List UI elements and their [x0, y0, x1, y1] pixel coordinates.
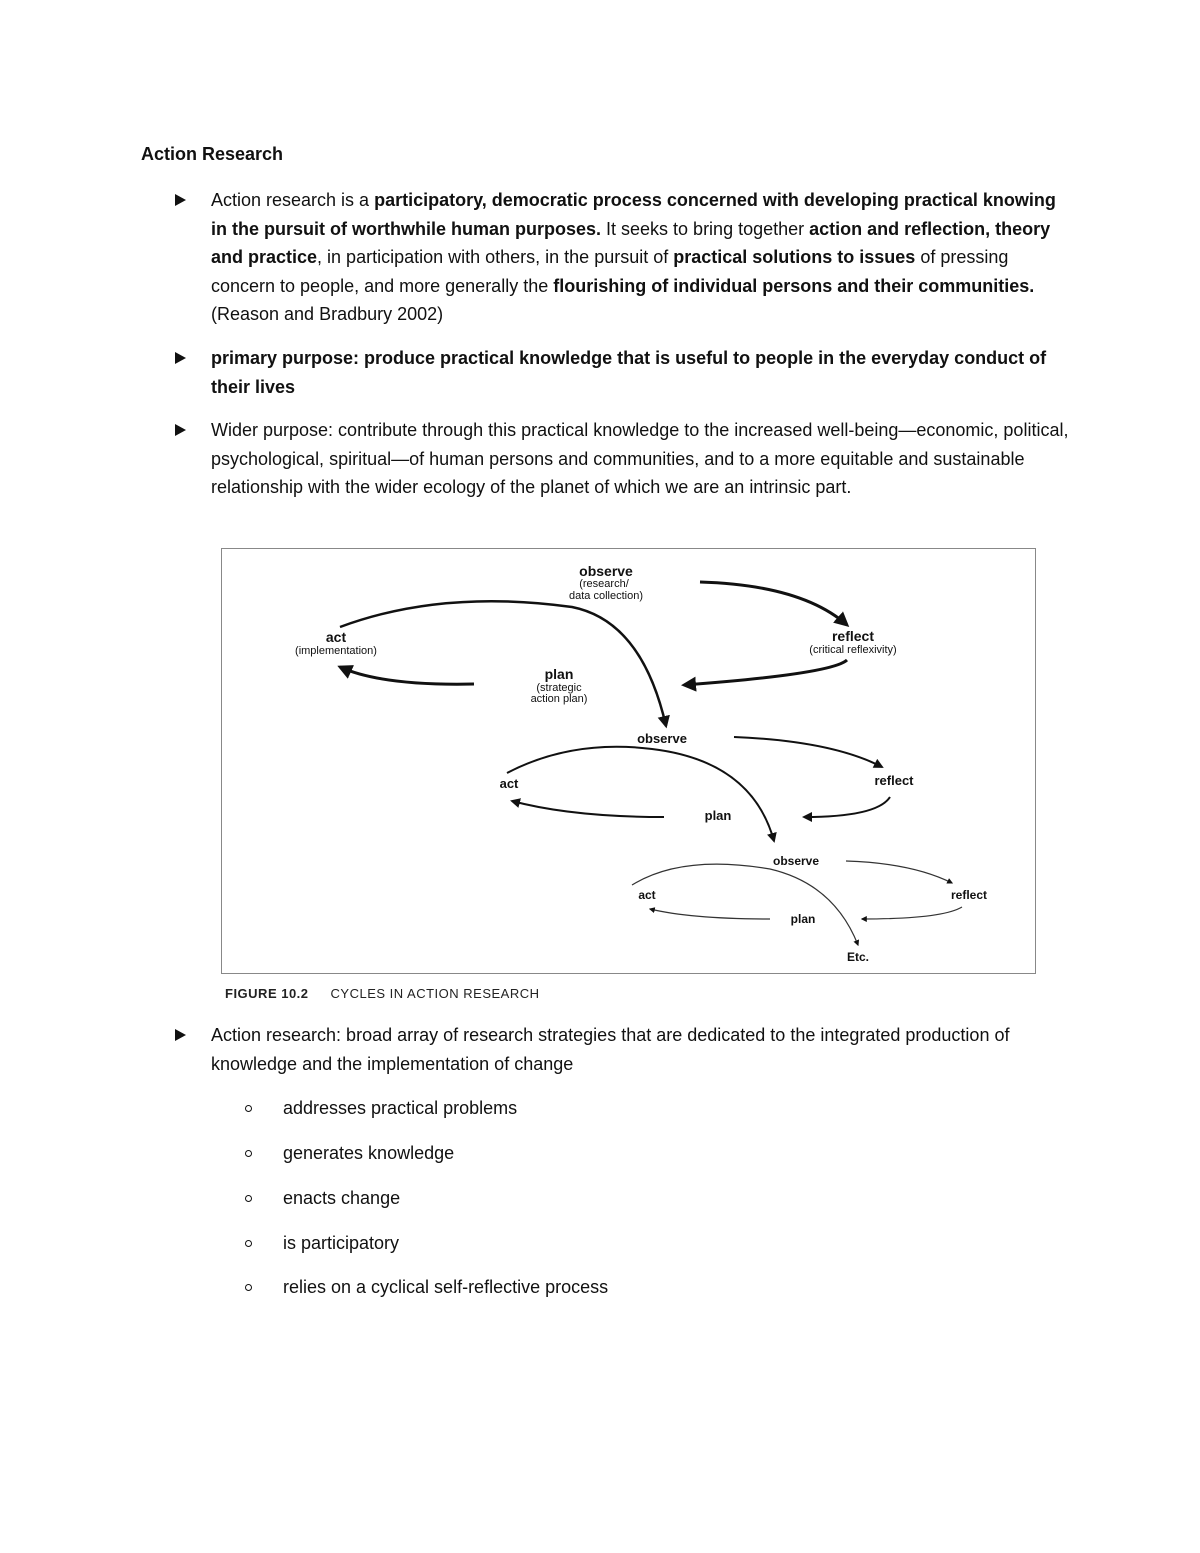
bullet-text: , in participation with others, in the pursuit of	[317, 247, 674, 267]
cycle2-plan-label: plan	[704, 808, 732, 823]
cycle3-observe-to-reflect-arrow	[846, 861, 952, 883]
list-item	[283, 1277, 608, 1298]
figure-caption-text: CYCLES IN ACTION RESEARCH	[330, 986, 540, 1001]
cycle1-act-to-observe-arrow	[340, 601, 666, 726]
list-item-text: relies on a cyclical self-reflective process	[283, 1277, 609, 1297]
cycle2-act-label: act	[499, 776, 519, 791]
cycle1-plan-label: plan	[544, 666, 574, 682]
cycle2-act-to-observe-arrow	[507, 747, 774, 841]
bullet-arrow-icon	[175, 194, 186, 206]
list-item	[283, 1233, 399, 1254]
cycle-diagram	[222, 549, 1037, 975]
cycle3-act-label: act	[638, 888, 656, 902]
cycle1-act-sub: (implementation)	[295, 645, 377, 657]
cycle1-plan-sub: action plan)	[530, 693, 588, 705]
bullet-bold-text: action and reflection, theory and practice	[211, 218, 1051, 267]
cycle1-plan-to-act-arrow	[340, 667, 474, 684]
cycle2-observe-label: observe	[637, 731, 687, 746]
cycle3-plan-to-act-arrow	[650, 909, 770, 919]
cycle1-plan-sub: (strategic	[536, 682, 582, 694]
list-item-text: addresses practical problems	[283, 1098, 518, 1118]
circle-bullet-icon	[245, 1105, 252, 1112]
circle-bullet-icon	[245, 1150, 252, 1157]
list-item	[283, 1188, 400, 1209]
cycle2-reflect-label: reflect	[874, 773, 914, 788]
cycle1-act-label: act	[325, 629, 347, 645]
cycle3-reflect-to-plan-arrow	[862, 907, 962, 919]
figure-caption-number: FIGURE 10.2	[225, 986, 309, 1001]
bullet-text: primary purpose: produce practical knowledge that is useful to people in the everyday conduct of their lives	[211, 348, 1047, 397]
page-title: Action Research	[141, 144, 284, 164]
list-item	[283, 1098, 517, 1119]
list-item	[283, 1143, 454, 1164]
bullet-text: Action research is a	[211, 190, 375, 210]
cycle2-plan-to-act-arrow	[512, 801, 664, 817]
bullet-primary-purpose	[211, 344, 1071, 401]
cycle1-reflect-to-plan-arrow	[684, 660, 847, 685]
bullet-text: of pressing concern to people, and more generally the	[211, 247, 1009, 296]
bullet-text: (Reason and Bradbury 2002)	[211, 304, 444, 324]
bullet-arrow-icon	[175, 1029, 186, 1041]
cycle2-reflect-to-plan-arrow	[804, 797, 890, 817]
list-item-text: enacts change	[283, 1188, 401, 1208]
cycle1-reflect-label: reflect	[831, 628, 875, 644]
cycle3-act-to-etc-arrow	[632, 864, 858, 945]
cycle1-observe-sub: data collection)	[569, 590, 643, 602]
cycle1-observe-sub: (research/	[579, 578, 629, 590]
cycles-figure	[221, 548, 1036, 974]
bullet-arrow-icon	[175, 352, 186, 364]
cycle3-etc-label: Etc.	[846, 950, 870, 964]
cycle1-observe-label: observe	[579, 563, 633, 579]
bullet-broad-array	[211, 1021, 1071, 1078]
bullet-text: Action research: broad array of research strategies that are dedicated to the integrated production of knowledge and the implementation of change	[211, 1025, 1010, 1074]
bullet-definition	[211, 186, 1071, 329]
cycle3-reflect-label: reflect	[950, 888, 988, 902]
circle-bullet-icon	[245, 1240, 252, 1247]
list-item-text: generates knowledge	[283, 1143, 455, 1163]
cycle3-plan-label: plan	[790, 912, 816, 926]
bullet-text: It seeks to bring together	[601, 218, 810, 239]
cycle2-observe-to-reflect-arrow	[734, 737, 882, 767]
bullet-bold-text: practical solutions to issues	[673, 247, 916, 267]
bullet-bold-text: flourishing of individual persons and their communities.	[553, 275, 1035, 296]
cycle1-reflect-sub: (critical reflexivity)	[809, 644, 897, 656]
bullet-wider-purpose	[211, 416, 1071, 502]
bullet-bold-text: participatory, democratic process concerned with developing practical knowing in the pursuit of worthwhile human purposes.	[211, 190, 1056, 239]
bullet-text: Wider purpose: contribute through this practical knowledge to the increased well-being—economic, political, psychological, spiritual—of human persons and communities, and to a more equitable and sustainable relationship with the wider ecology of the planet of which we are an intrinsic part.	[211, 420, 1069, 497]
cycle3-observe-label: observe	[772, 854, 820, 868]
figure-caption	[225, 986, 540, 1001]
circle-bullet-icon	[245, 1195, 252, 1202]
circle-bullet-icon	[245, 1284, 252, 1291]
cycle1-observe-to-reflect-arrow	[700, 582, 847, 625]
bullet-arrow-icon	[175, 424, 186, 436]
list-item-text: is participatory	[283, 1233, 400, 1253]
